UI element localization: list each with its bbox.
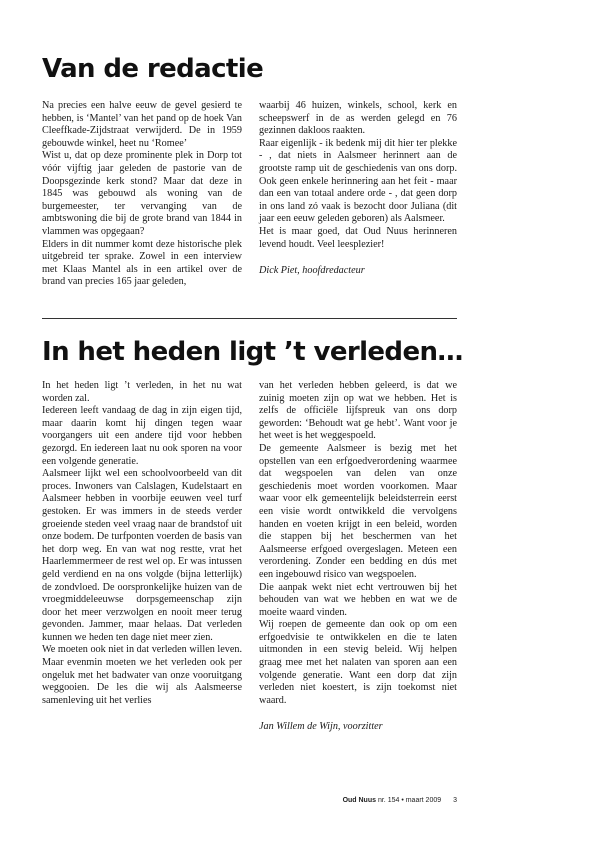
article-title: In het heden ligt ’t verleden… xyxy=(42,337,463,367)
editorial-signature: Dick Piet, hoofdredacteur xyxy=(259,265,365,277)
editorial-column-left xyxy=(42,100,242,289)
article-paragraph: Iedereen leeft vandaag de dag in zijn eigen tijd, maar daarin komt hij dingen tegen waar voorgangers uit een andere tijd voor hebben gezorgd. En iedereen laat nu ook sporen na voor een volgende generatie. xyxy=(42,405,242,467)
editorial-column-right xyxy=(259,100,457,278)
article-paragraph: Aalsmeer lijkt wel een schoolvoorbeeld van dit proces. Inwoners van Calslagen, Kudelstaart en Aalsmeer hebben in voorbije eeuwen veel turf gestoken. Er was immers in de steeds verder groeiende steden veel vraag naar de brandstof uit onze bodem. De turfponten voerden de basis van het dorp weg. En van wat nog restte, vrat het Haarlemmermeer de rest wel op. Er was intussen geld verdiend en na ons volgde (bijna letterlijk) de zondvloed. De oorspronkelijke huizen van de vroegmiddeleeuwse dorpsgemeenschap zijn door het meer verzwolgen en nooit meer terug gevonden. Jammer, maar helaas. Dat verleden kunnen we heden ten dage niet meer zien. xyxy=(42,468,242,643)
article-paragraph: In het heden ligt ’t verleden, in het nu wat worden zal. xyxy=(42,380,242,404)
article-signature: Jan Willem de Wijn, voorzitter xyxy=(259,721,383,733)
editorial-paragraph: Elders in dit nummer komt deze historische plek uitgebreid ter sprake. Zowel in een interview met Klaas Mantel als in een artikel over de brand van precies 165 jaar geleden, xyxy=(42,238,242,288)
editorial-paragraph: Het is maar goed, dat Oud Nuus herinneren levend houdt. Veel leesplezier! xyxy=(259,225,457,250)
editorial-paragraph: waarbij 46 huizen, winkels, school, kerk en scheepswerf in de as werden gelegd en 76 gezinnen dakloos raakten. xyxy=(259,100,457,137)
article-paragraph: Die aanpak wekt niet echt vertrouwen bij het behouden van wat we hebben en wat we de moeite waard vinden. xyxy=(259,581,457,618)
page-footer xyxy=(330,797,457,804)
page-number: 3 xyxy=(453,797,457,804)
article-paragraph: De gemeente Aalsmeer is bezig met het opstellen van een erfgoedverordening waarmee dat wegspoelen van delen van onze geschiedenis moet worden voorkomen. Maar waar voor elk gemeentelijk beleidsterrein eerst een visie wordt ontwikkeld die vervolgens handen en voeten krijgt in een beleid, worden die stappen bij het beschermen van het Aalsmeerse erfgoed overgeslagen. Meteen een verordening. Zonder een bedding en dús met een ingebouwd risico van wegspoelen. xyxy=(259,442,457,580)
editorial-title: Van de redactie xyxy=(42,54,264,84)
article-paragraph: van het verleden hebben geleerd, is dat we zuinig moeten zijn op wat we hebben. Het is zelfs de officiële lijfspreuk van ons dorp geworden: ‘Behoudt wat ge hebt’. Want voor je het weet is het weggespoeld. xyxy=(259,380,457,442)
article-column-right xyxy=(259,380,457,734)
editorial-paragraph: Wist u, dat op deze prominente plek in Dorp tot vóór vijftig jaar geleden de pastorie van de Doopsgezinde kerk stond? Maar dat deze in 1845 was gebouwd als woning van de burgemeester, ter vervanging van de ambtswoning die bij de grote brand van 1844 in vlammen was opgegaan? xyxy=(42,150,242,237)
article-column-left xyxy=(42,380,242,707)
article-paragraph: Wij roepen de gemeente dan ook op om een erfgoedvisie te ontwikkelen en die te laten uitmonden in een stevig beleid. Wij helpen graag mee met het nalaten van sporen aan een volgende generatie. Want een dorp dat zijn verleden niet koestert, is zijn toekomst niet waard. xyxy=(259,619,457,706)
section-divider xyxy=(42,318,457,319)
footer-brand: Oud Nuus xyxy=(342,797,377,804)
footer-issue: nr. 154 • maart 2009 xyxy=(377,797,442,804)
editorial-paragraph: Raar eigenlijk - ik bedenk mij dit hier ter plekke - , dat niets in Aalsmeer herinnert aan de grootste ramp uit de geschiedenis van ons dorp. Ook geen enkele herinnering aan het feit - maar dan een van totaal andere orde - , dat geen dorp in ons land zó vaak is bezocht door Juliana (dit jaar een eeuw geleden geboren) als Aalsmeer. xyxy=(259,137,457,225)
editorial-paragraph: Na precies een halve eeuw de gevel gesierd te hebben, is ‘Mantel’ van het pand op de hoek Van Cleeffkade-Zijdstraat verwijderd. De in 1959 gebouwde winkel, heet nu ‘Romee’ xyxy=(42,100,242,149)
article-paragraph: We moeten ook niet in dat verleden willen leven. Maar evenmin moeten we het verleden ook per ongeluk met het badwater van onze vooruitgang weggooien. De les die wij als Aalsmeerse samenleving uit het verlies xyxy=(42,644,242,706)
